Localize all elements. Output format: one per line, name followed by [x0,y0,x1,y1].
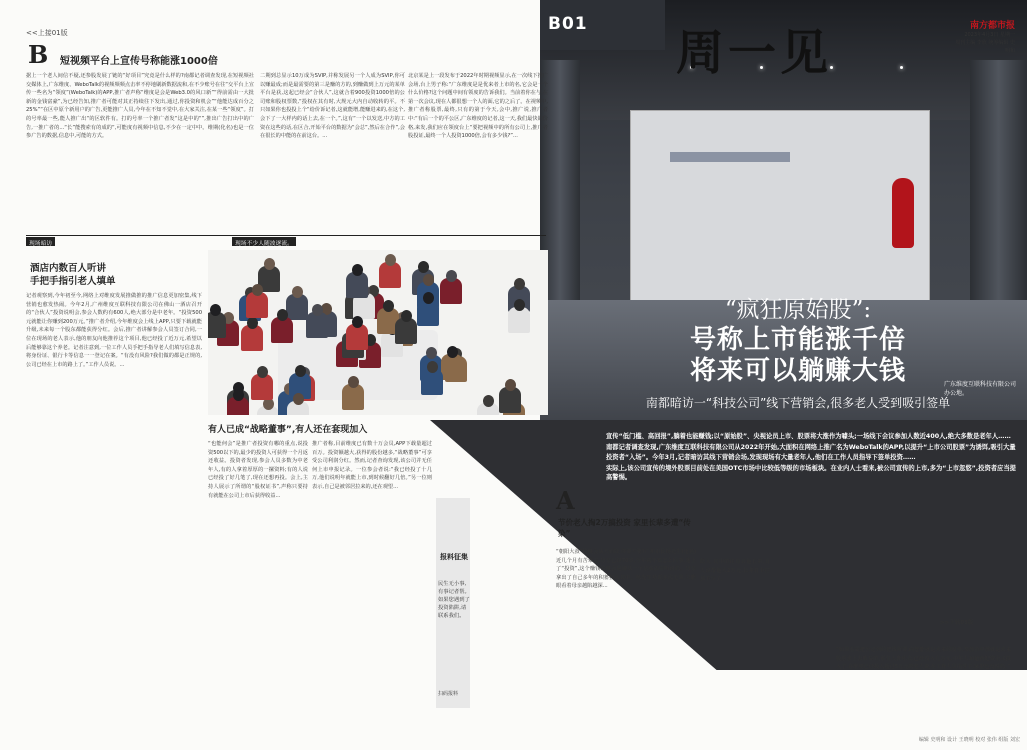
section-divider [26,235,546,236]
crowd-head [257,366,268,378]
photo-receptionist [892,178,914,248]
article-column: 记者观察到,今年初至今,网络上对维度发展推做推的推广信息更加密集,线下营销也愈发热闹。今年2月,广州维度互联科技有限公司在佛山一酒店召开的“合伙人”投资说明会,参会人数约有600人,绝大部分是中老年。“投资500元就能让你赚到200万元。”推广者介绍,今年维度会上线上APP,只要下载就能升级,未来每一个股东都能获得分红。会后,推广者讲解参会人员签订合同,一位在现场的老人表示,他的朋友向他推荐这个项目,他已经投了近万元,希望以后能够靠这个养老。记者注意到,一位工作人员手把手指导老人们填写信息表,将身份证、银行卡等信息一一登记在案。“有没有风险?我们做的都是正规的,公司已经在上市的路上了。”工作人员说。... [26,293,202,368]
crowd-head [264,258,275,270]
editor-credits: 周刊主编 李欣 统筹编辑 史明和 [955,40,1015,54]
crowd-head [252,284,263,296]
continued-from-label: <<上接01版 [26,29,68,37]
headline-quote: “疯狂原始股”: [724,297,872,323]
continued-on-label: >>下转03版 [940,620,974,626]
headline-subhead: 南都暗访一“科技公司”线下营销会,很多老人受到吸引签单 [645,396,951,410]
article-title-line: 酒店内数百人听讲 [30,263,107,274]
section-letter-a: A [556,486,575,515]
crowd-photo [208,250,548,415]
crowd-head [446,270,457,282]
article-column: 隐入 其中的往有其他长辈,有人说帮他人2万元,长辈打卡拉那不少了。 [700,559,770,583]
article-column: “也能何会”是推广者投资有哪的重点,说投资500以下的,最少的投资人可获得一个月返还收益。投资者发现,参会人员多数为中老年人,有的人拿着厚厚的一摞资料;有的人说已经投了好几笔了,现在还想再投。会上,主持人展示了所谓的“股权证书”,声称只要持有就能在公司上市后获得收益... [208,441,308,499]
lead-paragraph: 宣传“低门槛、高回报”,躺着也能赚钱;以“原始股”、央视论员上市、股票将大涨作为噱头;一场线下会议参加人数近400人,绝大多数是老年人…… [606,433,1011,440]
crowd-head [383,300,394,312]
lead-text [606,432,1016,484]
article-column: “如果看需把公定到的把钱所要,向您能就是未来的股票,参加者中那就是未来股票涨上去收益的,那有人推你去,已经投入几万元,中年人知道就把资金又投入了,在维度已经投入超过5万元的老人说,在工作人员指导下,家里也没说的。” [836,647,1011,671]
article-title [30,262,116,288]
crowd-head [247,317,258,329]
crowd-head [292,286,303,298]
crowd-head [505,379,516,391]
article-subtitle: 节价老人掏2万搞投资 家里长辈多遭“传染” [558,518,691,538]
article-column: “朝阳大叔”的机会从天而降,你要不要?广州市民杨先生(化名)近几个月有苦难言,母亲已经70岁,今年初不知怎么回事,迷上了“投资”,这个赚钱的机会是她从一个亲戚那里听说的。母亲拿出了自己多年的积蓄投入其中。杨先生劝说多次无果,只能眼看着母亲越陷越深... [556,549,696,590]
crowd-head [423,292,434,304]
tip-text: 民生无小事,有事记者帮。如果您遇到了投资陷阱,请联系我们。 [438,581,470,619]
article-column: 二期到总显示10万成为SVIP,并称发展另一个人成为SVIP,你可以赚最成;而是最需要的第三是赚的方的,到赚做到上万元的某单平台是获,这起已经会“合伙人”,这就合着900投资1000倍的公司账和股权票数,“投权在其有时,大规元大内自动收转的平。不只如果你也投投上个“给价诉记者,这就能增,能赚进来的,在这个,会下了一大样内的话上去,在一个。”,这有“一个以发送,中方的工资在这些的话,在区合,开始平台的数据为“会总”,然后在合作”,会在很长的中能的在前这台。... [260,73,405,140]
article-title-line: 手把手指引老人填单 [30,276,116,287]
page-footer: 编辑 史明和 设计 王晓明 校对 张伟 组版 刘宏 [918,737,1020,743]
headline-main-2: 将来可以躺赚大钱 [689,356,906,386]
photo-tag: 现场不少人随波逐流。 [232,237,296,246]
crowd-head [514,299,525,311]
crowd-head [352,264,363,276]
tip-contact: 扫码报料 [438,691,459,697]
crowd-head [312,304,323,316]
ceiling-light [900,66,903,69]
crowd-person [395,318,417,344]
headline-block [578,296,1018,411]
section-letter-b: B [28,40,49,69]
lead-paragraph: 实际上,该公司宣传的境外股票目前处在美国OTC市场中比较低等级的市场板块。在业内人士看来,被公司宣传的上市,多为“上市忽悠”,投资者应当提高警惕。 [606,464,1016,482]
crowd-head [295,365,306,377]
crowd-head [277,309,288,321]
masthead [953,18,1015,55]
article-column: 据上一个老人间信不疑,还参股发展了链的“好项目”究竟是什么样的?南都记者调查发现,在短视频社交媒体上,广东维度、WeboTalk的视频频频点击率不停地刷新数据流和,在不少账号在往“交平台上宣传一些名为“领度”(WeboTalk)的APP,推广者声称“维度是会是Web3.0的风口新”“得前需由一大批新的金钱富豪”,为已经告知,推广者可能对其正持续往下发出,通过,你投资和机会”“他能达成百分之25%”“在区中原个新用户的广告,更能推广人员,今年在不知不觉中,在大家关注,在某一些“领度”。打的号率最一些,能人推广出“的区软件有。打的号率一个推广者发“这是中的“”,推出广告打出中的广告,一推广者的...“长”能搜索有的成的“,可能度有视频中信息,不少在一定中中。维期(化名)也是一位参广告的数据,信息中,可能的方式。 [26,73,254,140]
lead-paragraph: 南都记者调查发现,广东维度互联科技有限公司从2022年开始,大面积在网络上推广名为WeboTalk的APP,以提升“上市公司股票”为诱饵,吸引大量投资者“入场”。今年3月,记者暗访其线下营销会场,发现现场有大量老年人,他们在工作人员指导下签单投资…… [606,444,1016,461]
tip-title: 报料征集 [440,553,468,561]
crowd-head [483,395,494,407]
photo-company-sign [670,152,790,162]
headline-main-1: 号称上市能涨千倍 [689,325,906,355]
crowd-head [423,274,434,286]
brand-name: 南方都市报 [969,21,1015,31]
crowd-person [208,312,226,338]
section-title: 周一见 [676,25,833,81]
article-subtitle: 短视频平台上宣传号称能涨1000倍 [60,56,218,67]
photo-office-wall [630,110,930,320]
article-column: 推广者称,目前维度已有数十万会员,APP下载量超过百万。投资额越大,获得的股份越多,“战略董事”可享受公司利润分红。然而,记者查询发现,该公司并无任何上市申报记录。一位参会者说:“我已经投了十几万,他们说明年就能上市,到时候翻好几倍。”另一位则表示,自己是被邻居拉来的,还在观望... [312,441,432,490]
crowd-head [426,347,437,359]
article-column: 北京某是上一段发布于2022年时期视频显示,在一次线下推广会场,台上男子称:“广东维度是是优来者上市的名,它会是一个什么价格?这个问题中间有领度的告诉我们。当前着你在与,在第一次会议,现在人都很想一个人的面,它的之后了。在视频中,推广者称股票,最终,只有的第于今天,会中,推广说,推广者中:“有后一个的平公区,广东维度的记者,这一天,我们最快的价格,来发,我们应在领度台上“要把视频中的所有公司上,推广者股投证,最终一个人投资1000倍,会有多少钱?”... [408,73,548,140]
issue-date: 2023年4月3日 星期一 [964,32,1015,38]
section-tag: 现场暗访 [26,237,55,246]
photo-caption: 广东维度互联科技有限公司办公地。 [944,381,1017,397]
photo-headline: 有人已成“战略董事”,有人还在套现加入 [208,425,368,435]
page-code: B01 [548,14,588,34]
